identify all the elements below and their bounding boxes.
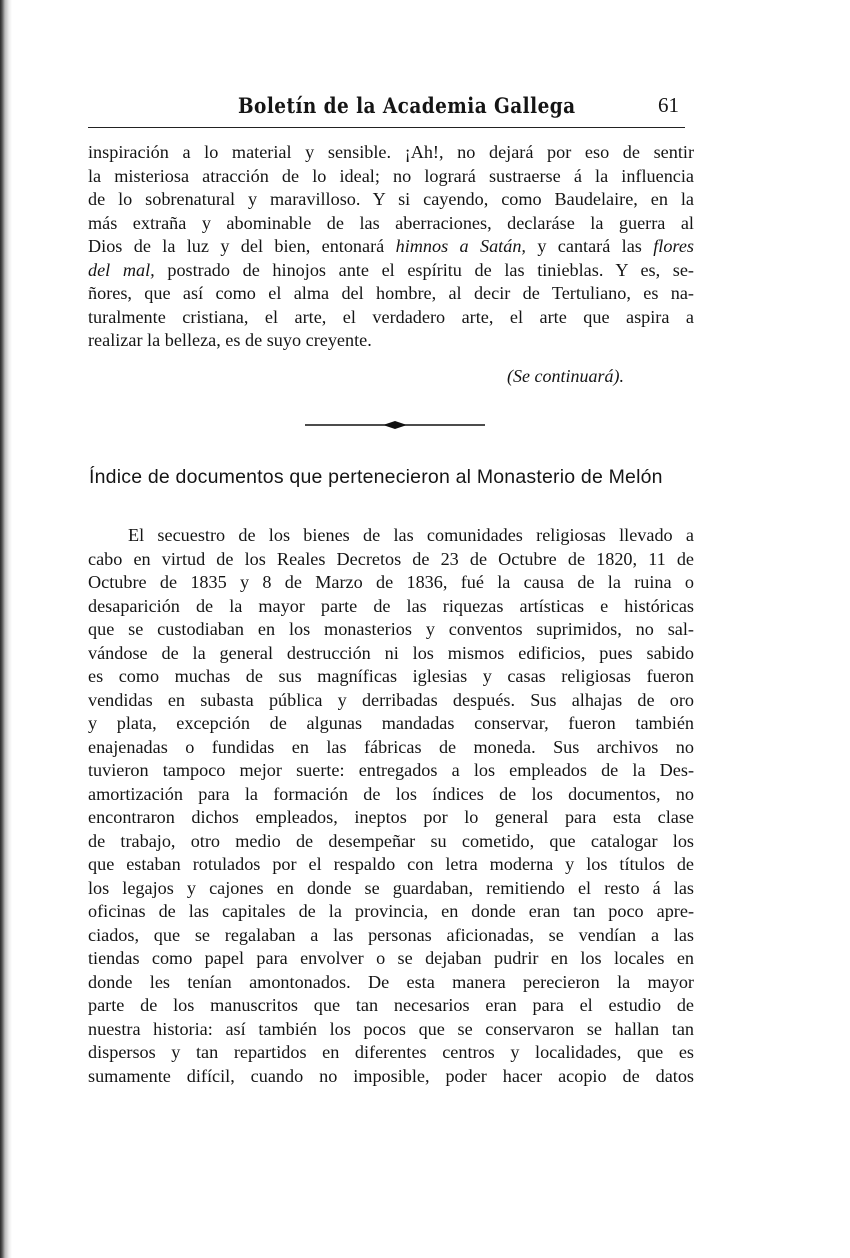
text-line: del mal, postrado de hinojos ante el espíritu de las tinieblas. Y es, se- [88, 259, 694, 280]
text-line: los legajos y cajones en donde se guardaban, remitiendo el resto á las [88, 877, 694, 898]
text-line: vándose de la general destrucción ni los mismos edificios, pues sabido [88, 642, 694, 663]
text-line: nuestra historia: así también los pocos que se conservaron se hallan tan [88, 1018, 694, 1039]
text-line: oficinas de las capitales de la provincia, en donde eran tan poco apre- [88, 901, 694, 921]
text-line: de lo sobrenatural y maravilloso. Y si cayendo, como Baudelaire, en la [88, 189, 694, 209]
italic-title: flores [653, 236, 694, 256]
text-line: turalmente cristiana, el arte, el verdadero arte, el arte que aspira a [88, 306, 694, 327]
text-line: ciados, que se regalaban a las personas aficionadas, se vendían a las [88, 924, 694, 945]
section-heading: Índice de documentos que pertenecieron al Monasterio de Melón [89, 466, 663, 488]
index-intro-paragraph [88, 524, 694, 1088]
text-line: tiendas como papel para envolver o se dejaban pudrir en los locales en [88, 948, 694, 968]
text-line: que estaban rotulados por el respaldo con letra moderna y los títulos de [88, 854, 694, 874]
text-line: la misteriosa atracción de lo ideal; no logrará sustraerse á la influencia [88, 165, 694, 186]
continuation-note: (Se continuará). [507, 366, 624, 386]
text-line: más extraña y abominable de las aberraciones, declaráse la guerra al [88, 212, 694, 233]
text-line: de trabajo, otro medio de desempeñar su cometido, que catalogar los [88, 830, 694, 851]
text-line: cabo en virtud de los Reales Decretos de 23 de Octubre de 1820, 11 de [88, 548, 694, 569]
page-edge-shadow [0, 0, 12, 1258]
text-line: tuvieron tampoco mejor suerte: entregados a los empleados de la Des- [88, 760, 694, 780]
text-line: Dios de la luz y del bien, entonará himnos a Satán, y cantará las flores [88, 236, 694, 256]
text-line: encontraron dichos empleados, ineptos por lo general para esta clase [88, 807, 694, 827]
running-header [88, 93, 685, 128]
text-line: ñores, que así como el alma del hombre, al decir de Tertuliano, es na- [88, 283, 694, 303]
text-line: inspiración a lo material y sensible. ¡Ah!, no dejará por eso de sentir [88, 142, 694, 162]
text-line: donde les tenían amontonados. De esta manera perecieron la mayor [88, 971, 694, 992]
italic-title: del mal, [88, 259, 155, 280]
italic-title: himnos a Satán, [395, 236, 526, 256]
text-line: realizar la belleza, es de suyo creyente. [88, 330, 372, 350]
text-line: parte de los manuscritos que tan necesarios eran para el estudio de [88, 995, 694, 1015]
text-line: Octubre de 1835 y 8 de Marzo de 1836, fué la causa de la ruina o [88, 572, 694, 592]
text-line: y plata, excepción de algunas mandadas conservar, fueron también [88, 713, 694, 733]
text-line: que se custodiaban en los monasterios y conventos suprimidos, no sal- [88, 619, 694, 639]
page-number: 61 [658, 93, 679, 117]
text-line: vendidas en subasta pública y derribadas después. Sus alhajas de oro [88, 689, 694, 710]
text-line: sumamente difícil, cuando no imposible, poder hacer acopio de datos [88, 1065, 694, 1086]
text-line: dispersos y tan repartidos en diferentes centros y localidades, que es [88, 1042, 694, 1062]
text-line: es como muchas de sus magníficas iglesias y casas religiosas fueron [88, 666, 694, 686]
essay-conclusion-paragraph [88, 141, 694, 353]
journal-title: Boletín de la Academia Gallega [238, 93, 576, 118]
text-line: amortización para la formación de los índices de los documentos, no [88, 783, 694, 804]
text-line: El secuestro de los bienes de las comunidades religiosas llevado a [128, 525, 694, 545]
ornamental-separator [305, 418, 485, 432]
text-line: desaparición de la mayor parte de las riquezas artísticas e históricas [88, 595, 694, 616]
text-line: enajenadas o fundidas en las fábricas de moneda. Sus archivos no [88, 736, 694, 757]
